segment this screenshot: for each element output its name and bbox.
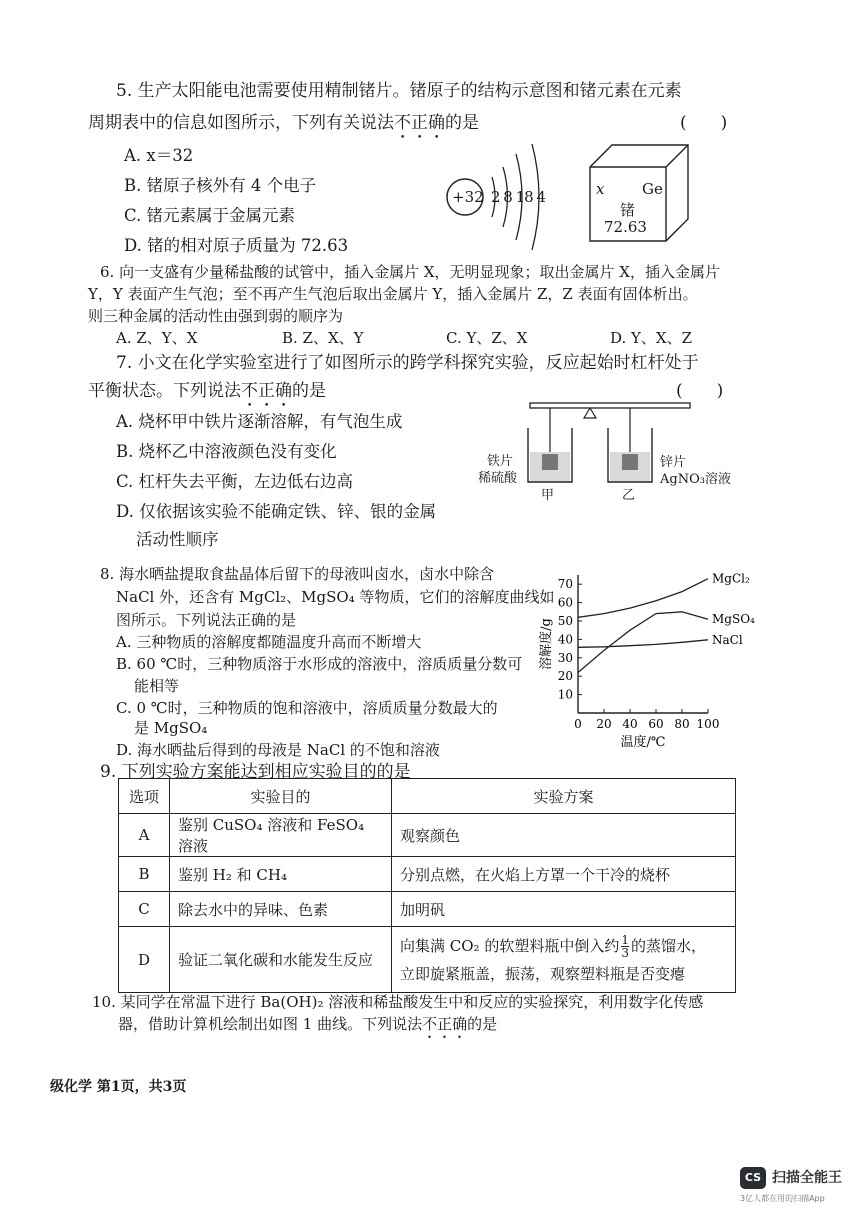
q8-option-c: C. 0 ℃时，三种物质的饱和溶液中，溶质质量分数最大的 xyxy=(116,699,498,717)
element-mass: 72.63 xyxy=(604,218,647,236)
table-row xyxy=(119,857,736,892)
table-row xyxy=(119,927,736,993)
series-line-0 xyxy=(578,579,708,618)
q5-option-c: C. 锗元素属于金属元素 xyxy=(124,206,296,225)
q7-option-c: C. 杠杆失去平衡，左边低右边高 xyxy=(116,472,354,491)
x-tick-label: 100 xyxy=(696,717,720,731)
row-a-option: A xyxy=(119,814,170,857)
x-tick-label: 0 xyxy=(574,717,582,731)
camscanner-name: 扫描全能王 xyxy=(772,1170,842,1186)
q5-stem-line1: 5. 生产太阳能电池需要使用精制锗片。锗原子的结构示意图和锗元素在元素 xyxy=(116,81,682,101)
y-tick-label: 20 xyxy=(557,669,573,684)
q9-stem: 9. 下列实验方案能达到相应实验目的的是 xyxy=(100,762,411,782)
q5-stem-line2 xyxy=(88,108,479,143)
q6-option-a: A. Z、Y、X xyxy=(116,329,198,347)
q7-option-d-cont: 活动性顺序 xyxy=(136,530,219,549)
q7-option-d: D. 仅依据该实验不能确定铁、锌、银的金属 xyxy=(116,502,437,521)
q6-option-d: D. Y、X、Z xyxy=(610,329,693,347)
q6-stem-line2: Y，Y 表面产生气泡；至不再产生气泡后取出金属片 Y，插入金属片 Z，Z 表面有固体析出。 xyxy=(88,285,698,303)
row-a-plan: 观察颜色 xyxy=(392,814,736,857)
x-tick-label: 40 xyxy=(622,717,638,731)
page-footer: 级化学 第1页，共3页 xyxy=(50,1079,187,1095)
q7-stem-tail: 的是 xyxy=(292,381,326,401)
y-axis-label: 溶解度/g xyxy=(539,618,554,670)
x-axis-label: 温度/℃ xyxy=(620,735,666,750)
q6-option-c: C. Y、Z、X xyxy=(446,329,528,347)
table-row xyxy=(119,814,736,857)
atom-nucleus: +32 xyxy=(452,188,484,206)
row-b-purpose: 鉴别 H₂ 和 CH₄ xyxy=(170,857,392,892)
label-beaker-yi: 乙 xyxy=(622,488,636,503)
row-b-plan: 分别点燃，在火焰上方罩一个干冷的烧杯 xyxy=(392,857,736,892)
q8-stem-line2: NaCl 外，还含有 MgCl₂、MgSO₄ 等物质，它们的溶解度曲线如 xyxy=(116,588,555,606)
label-beaker-jia: 甲 xyxy=(541,488,555,503)
fraction-denominator: 3 xyxy=(621,946,629,960)
q8-stem-line3: 图所示。下列说法正确的是 xyxy=(116,611,297,629)
q10-stem-line1: 10. 某同学在常温下进行 Ba(OH)₂ 溶液和稀盐酸发生中和反应的实验探究，利用数字化传感 xyxy=(92,993,704,1011)
y-tick-label: 10 xyxy=(557,687,573,702)
row-d-plan xyxy=(392,927,736,993)
y-tick-label: 40 xyxy=(557,632,573,647)
q5-stem-tail: 的是 xyxy=(445,113,479,133)
q8-option-d: D. 海水晒盐后得到的母液是 NaCl 的不饱和溶液 xyxy=(116,741,440,759)
q8-option-b: B. 60 ℃时，三种物质溶于水形成的溶液中，溶质质量分数可 xyxy=(116,655,523,673)
q6-option-b: B. Z、X、Y xyxy=(282,329,364,347)
row-c-option: C xyxy=(119,892,170,927)
q8-stem-line1: 8. 海水晒盐提取食盐晶体后留下的母液叫卤水，卤水中除含 xyxy=(100,565,495,583)
q10-stem-line2 xyxy=(118,1013,497,1042)
row-d-plan-text: 向集满 CO₂ 的软塑料瓶中倒入约 xyxy=(400,936,620,955)
solubility-chart xyxy=(530,565,770,750)
q5-option-b: B. 锗原子核外有 4 个电子 xyxy=(124,176,317,195)
x-tick-label: 60 xyxy=(648,717,664,731)
y-tick-label: 30 xyxy=(557,650,573,665)
x-tick-label: 20 xyxy=(596,717,612,731)
q5-option-d: D. 锗的相对原子质量为 72.63 xyxy=(124,236,349,255)
header-option: 选项 xyxy=(119,779,170,814)
q5-option-a: A. x＝32 xyxy=(124,146,194,165)
q7-option-b: B. 烧杯乙中溶液颜色没有变化 xyxy=(116,442,337,461)
label-zinc-sheet: 锌片 xyxy=(660,455,687,470)
row-a-purpose: 鉴别 CuSO₄ 溶液和 FeSO₄ 溶液 xyxy=(170,814,392,857)
camscanner-tagline: 3亿人都在用的扫描App xyxy=(740,1194,825,1203)
fraction-one-third xyxy=(621,934,629,959)
row-b-option: B xyxy=(119,857,170,892)
row-d-purpose: 验证二氧化碳和水能发生反应 xyxy=(170,927,392,993)
camscanner-logo-icon: CS xyxy=(740,1167,766,1189)
fraction-numerator: 1 xyxy=(621,933,629,947)
label-dilute-acid: 稀硫酸 xyxy=(478,471,518,486)
q7-stem-line2 xyxy=(88,376,326,411)
q9-table xyxy=(118,778,736,993)
row-c-purpose: 除去水中的异味、色素 xyxy=(170,892,392,927)
element-symbol: Ge xyxy=(642,180,663,198)
row-c-plan: 加明矾 xyxy=(392,892,736,927)
table-header-row xyxy=(119,779,736,814)
row-d-plan-line2: 立即旋紧瓶盖，振荡，观察塑料瓶是否变瘪 xyxy=(400,964,686,983)
series-label-1: MgSO₄ xyxy=(712,612,755,627)
series-label-2: NaCl xyxy=(712,632,743,647)
q8-option-c-cont: 是 MgSO₄ xyxy=(134,719,208,737)
label-silver-nitrate: AgNO₃溶液 xyxy=(660,472,731,487)
header-purpose: 实验目的 xyxy=(170,779,392,814)
q10-emphasis: 不正确 xyxy=(422,1015,468,1033)
header-plan: 实验方案 xyxy=(392,779,736,814)
q8-option-a: A. 三种物质的溶解度都随温度升高而不断增大 xyxy=(116,633,422,651)
row-d-option: D xyxy=(119,927,170,993)
q7-emphasis: 不正确 xyxy=(241,381,292,401)
element-name: 锗 xyxy=(620,201,636,219)
series-label-0: MgCl₂ xyxy=(712,571,750,586)
q10-stem-text: 器，借助计算机绘制出如图 1 曲线。下列说法 xyxy=(118,1015,423,1033)
q7-stem-text: 平衡状态。下列说法 xyxy=(88,381,241,401)
y-tick-label: 70 xyxy=(557,577,573,592)
q7-answer-paren: ( ) xyxy=(676,381,724,401)
q10-stem-tail: 的是 xyxy=(467,1015,498,1033)
q5-stem-text: 周期表中的信息如图所示，下列有关说法 xyxy=(88,113,394,133)
q6-stem-line1: 6. 向一支盛有少量稀盐酸的试管中，插入金属片 X，无明显现象；取出金属片 X，插入金属片 xyxy=(100,263,720,281)
q8-option-b-cont: 能相等 xyxy=(134,677,180,695)
q5-emphasis: 不正确 xyxy=(394,113,445,133)
q5-answer-paren: ( ) xyxy=(680,113,728,133)
q7-option-a: A. 烧杯甲中铁片逐渐溶解，有气泡生成 xyxy=(116,412,403,431)
atom-shells: 2 8 18 4 xyxy=(491,188,546,206)
element-number: x xyxy=(596,180,605,198)
y-tick-label: 50 xyxy=(557,614,573,628)
q7-stem-line1: 7. 小文在化学实验室进行了如图所示的跨学科探究实验，反应起始时杠杆处于 xyxy=(116,353,699,373)
row-d-plan-tail: 的蒸馏水， xyxy=(630,936,706,955)
series-line-2 xyxy=(578,640,708,648)
table-row xyxy=(119,892,736,927)
label-iron-sheet: 铁片 xyxy=(487,454,514,469)
x-tick-label: 80 xyxy=(674,717,690,731)
q6-stem-line3: 则三种金属的活动性由强到弱的顺序为 xyxy=(88,307,344,325)
y-tick-label: 60 xyxy=(557,595,573,610)
